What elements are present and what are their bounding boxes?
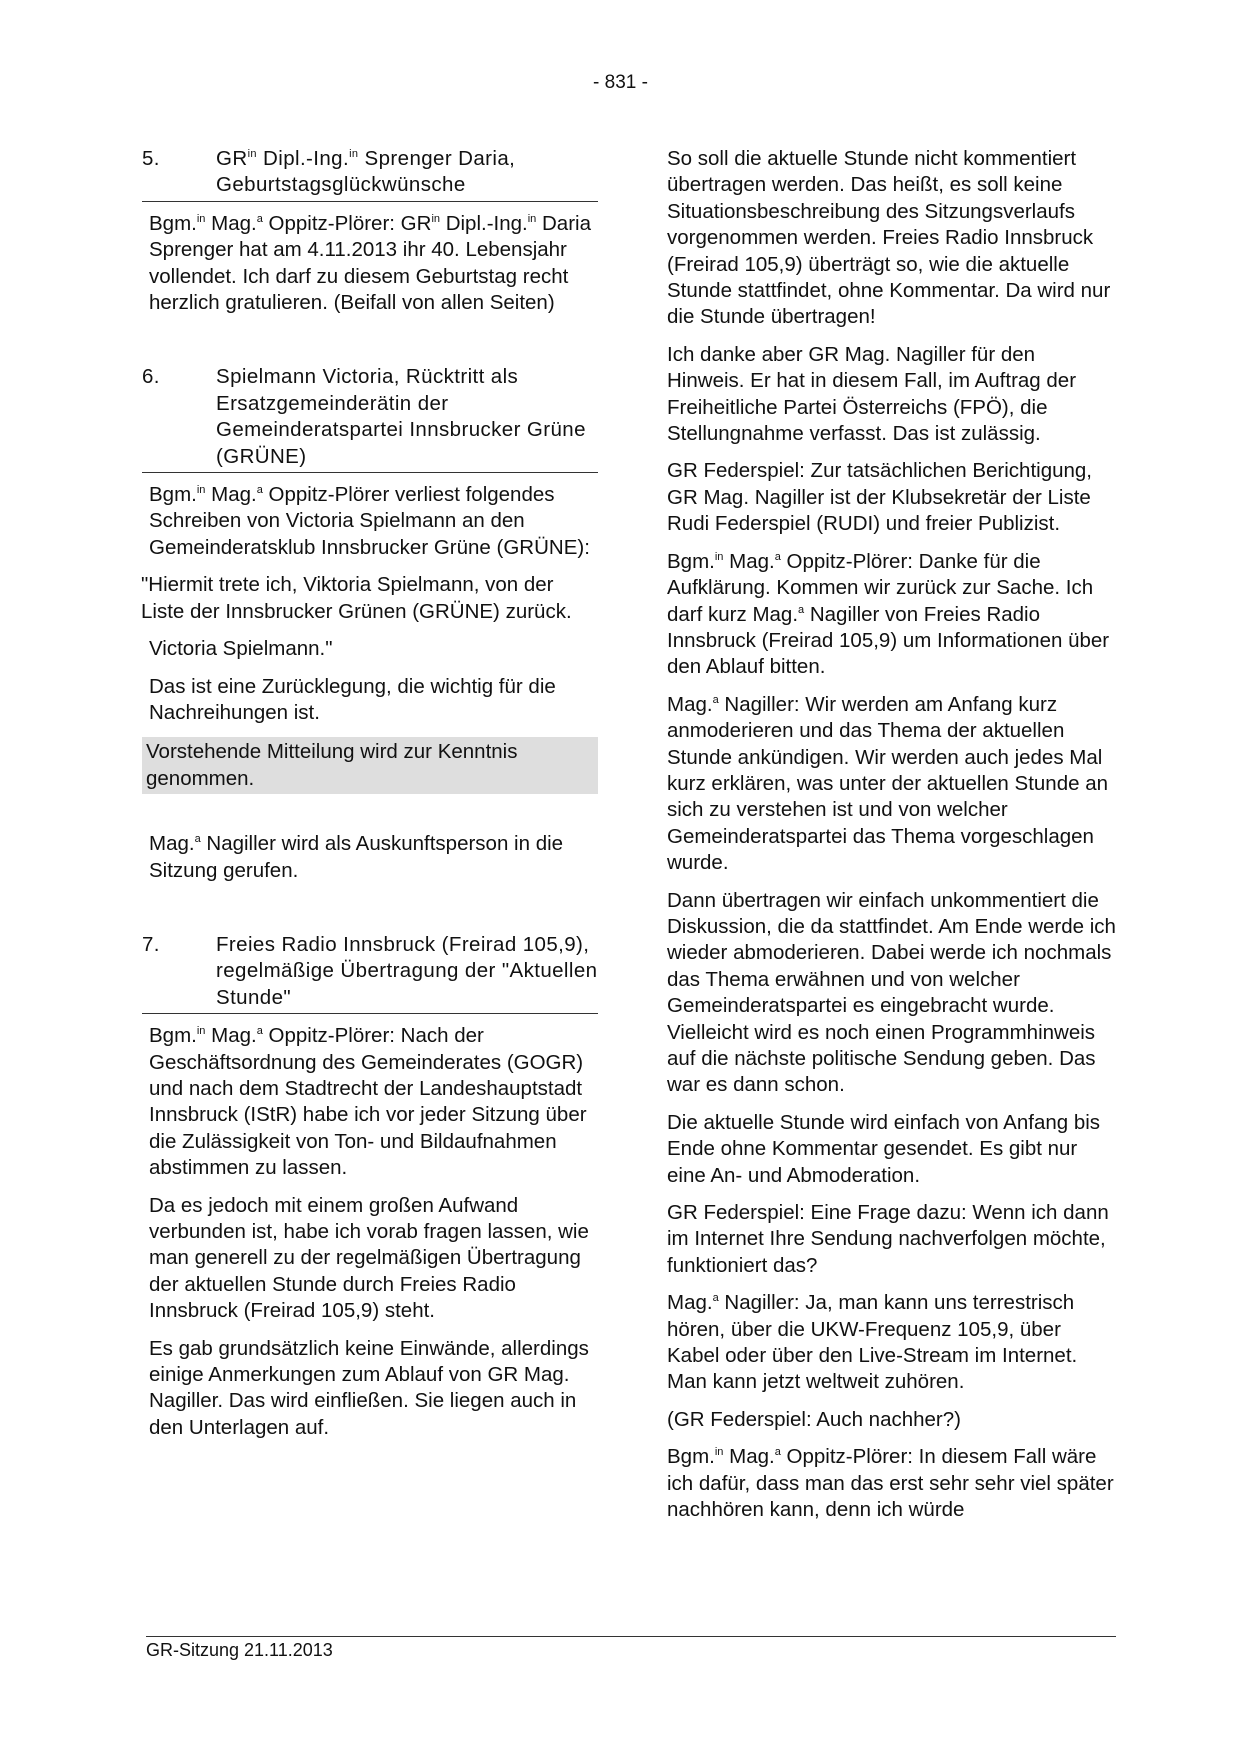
agenda-item-number: 7. [142,932,160,956]
right-column [667,146,1117,1535]
agenda-item-6-heading [142,364,598,473]
agenda-item-title: Freies Radio Innsbruck (Freirad 105,9), regelmäßige Übertragung der "Aktuellen Stunde" [216,932,598,1009]
page-footer: GR-Sitzung 21.11.2013 [146,1636,1116,1661]
paragraph-rules-of-procedure: Bgm.$^{in}$ Mag.$^a$ Oppitz-Plörer: Nach der Geschäftsordnung des Gemeinderates (GOGR) und nach dem Stadtrecht der Landeshauptstadt Innsbruck (IStR) habe ich vor jeder Sitzung über die Zulässigkeit von Ton- und Bildaufnahmen abstimmen zu lassen. [149,1024,587,1180]
paragraph-birthday-wishes: Bgm.$^{in}$ Mag.$^a$ Oppitz-Plörer: $GR^{in}$ Dipl.-Ing.$^{in}$ Daria Sprenger hat am 4.11.2013 ihr 40. Lebensjahr vollendet. Ich darf zu diesem Geburtstag recht herzlich gratulieren. (Beifall von allen Seiten) [149,211,591,315]
paragraph-mayor-later: Bgm.$^{in}$ Mag.$^a$ Oppitz-Plörer: In diesem Fall wäre ich dafür, dass man das erst sehr sehr viel später nachhören kann, denn ich würde [667,1445,1114,1522]
agenda-item-title: Spielmann Victoria, Rücktritt als Ersatzgemeinderätin der Gemeinderatspartei Innsbrucker Grüne (GRÜNE) [216,365,586,468]
paragraph-effort: Da es jedoch mit einem großen Aufwand verbunden ist, habe ich vorab fragen lassen, wie man generell zu der regelmäßigen Übertragung der aktuellen Stunde durch Freies Radio Innsbruck (Freirad 105,9) steht. [149,1193,589,1323]
paragraph-nagiller-reception: Mag.$^a$ Nagiller: Ja, man kann uns terrestrisch hören, über die UKW-Frequenz 105,9, über Kabel oder über den Live-Stream im Internet. Man kann jetzt weltweit zuhören. [667,1291,1078,1394]
agenda-item-number: 5. [142,147,160,170]
paragraph-letter-intro: Bgm.$^{in}$ Mag.$^a$ Oppitz-Plörer verliest folgendes Schreiben von Victoria Spielmann an den Gemeinderatsklub Innsbrucker Grüne (GRÜNE): [149,483,590,559]
agenda-item-7-heading [142,932,598,1014]
paragraph-no-commentary: So soll die aktuelle Stunde nicht kommentiert übertragen werden. Das heißt, es soll keine Situationsbeschreibung des Sitzungsverlaufs vorgenommen werden. Freies Radio Innsbruck (Freirad 105,9) überträgt so, wie die aktuelle Stunde stattfindet, ohne Kommentar. Da wird nur die Stunde übertragen! [667,147,1111,329]
left-column [141,146,598,1452]
resolution-box: Vorstehende Mitteilung wird zur Kenntnis genommen. [142,737,598,794]
paragraph-federspiel-question: GR Federspiel: Eine Frage dazu: Wenn ich dann im Internet Ihre Sendung nachverfolgen möchte, funktioniert das? [667,1201,1109,1277]
paragraph-thanks: Ich danke aber GR Mag. Nagiller für den Hinweis. Er hat in diesem Fall, im Auftrag der Freiheitliche Partei Österreichs (FPÖ), die Stellungnahme verfasst. Das ist zulässig. [667,342,1077,446]
paragraph-no-comment-broadcast: Die aktuelle Stunde wird einfach von Anfang bis Ende ohne Kommentar gesendet. Es gibt nur eine An- und Abmoderation. [667,1110,1101,1187]
paragraph-mayor-thanks: Bgm.$^{in}$ Mag.$^a$ Oppitz-Plörer: Danke für die Aufklärung. Kommen wir zurück zur Sache. Ich darf kurz Mag.$^a$ Nagiller von Freies Radio Innsbruck (Freirad 105,9) um Informationen über den Ablauf bitten. [667,549,1110,679]
paragraph-quoted-letter: "Hiermit trete ich, Viktoria Spielmann, von der Liste der Innsbrucker Grünen (GRÜNE) zurück. [141,573,572,623]
paragraph-letter-signature: Victoria Spielmann." [149,637,333,661]
paragraph-note: Das ist eine Zurücklegung, die wichtig für die Nachreihungen ist. [149,674,556,724]
paragraph-broadcast: Dann übertragen wir einfach unkommentiert die Diskussion, die da stattfindet. Am Ende werde ich wieder abmoderieren. Dabei werde ich nochmals das Thema erwähnen und von welcher Gemeinderatspartei es eingebracht wurde. Vielleicht wird es noch einen Programmhinweis auf die nächste politische Sendung geben. Das war es dann schon. [667,888,1116,1097]
agenda-item-number: 6. [142,365,160,389]
paragraph-objections: Es gab grundsätzlich keine Einwände, allerdings einige Anmerkungen zum Ablauf von GR Mag. Nagiller. Das wird einfließen. Sie liegen auch in den Unterlagen auf. [149,1336,589,1439]
agenda-item-title: $GR^{in}$ Dipl.-Ing.$^{in}$ Sprenger Daria, Geburtstagsglückwünsche [216,147,516,197]
paragraph-federspiel-correction: GR Federspiel: Zur tatsächlichen Berichtigung, GR Mag. Nagiller ist der Klubsekretär der Liste Rudi Federspiel (RUDI) und freier Publizist. [667,459,1093,536]
agenda-item-5-heading [142,146,598,202]
paragraph-summons: Mag.$^a$ Nagiller wird als Auskunftsperson in die Sitzung gerufen. [149,832,564,882]
paragraph-nagiller-moderation: Mag.$^a$ Nagiller: Wir werden am Anfang kurz anmoderieren und das Thema der aktuellen Stunde ankündigen. Wir werden auch jedes Mal kurz erklären, was unter der aktuellen Stunde an sich zu verstehen ist und von welcher Gemeinderatspartei das Thema vorgeschlagen wurde. [667,692,1109,875]
paragraph-federspiel-interjection: (GR Federspiel: Auch nachher?) [667,1407,961,1431]
page-number: - 831 - [593,72,648,93]
